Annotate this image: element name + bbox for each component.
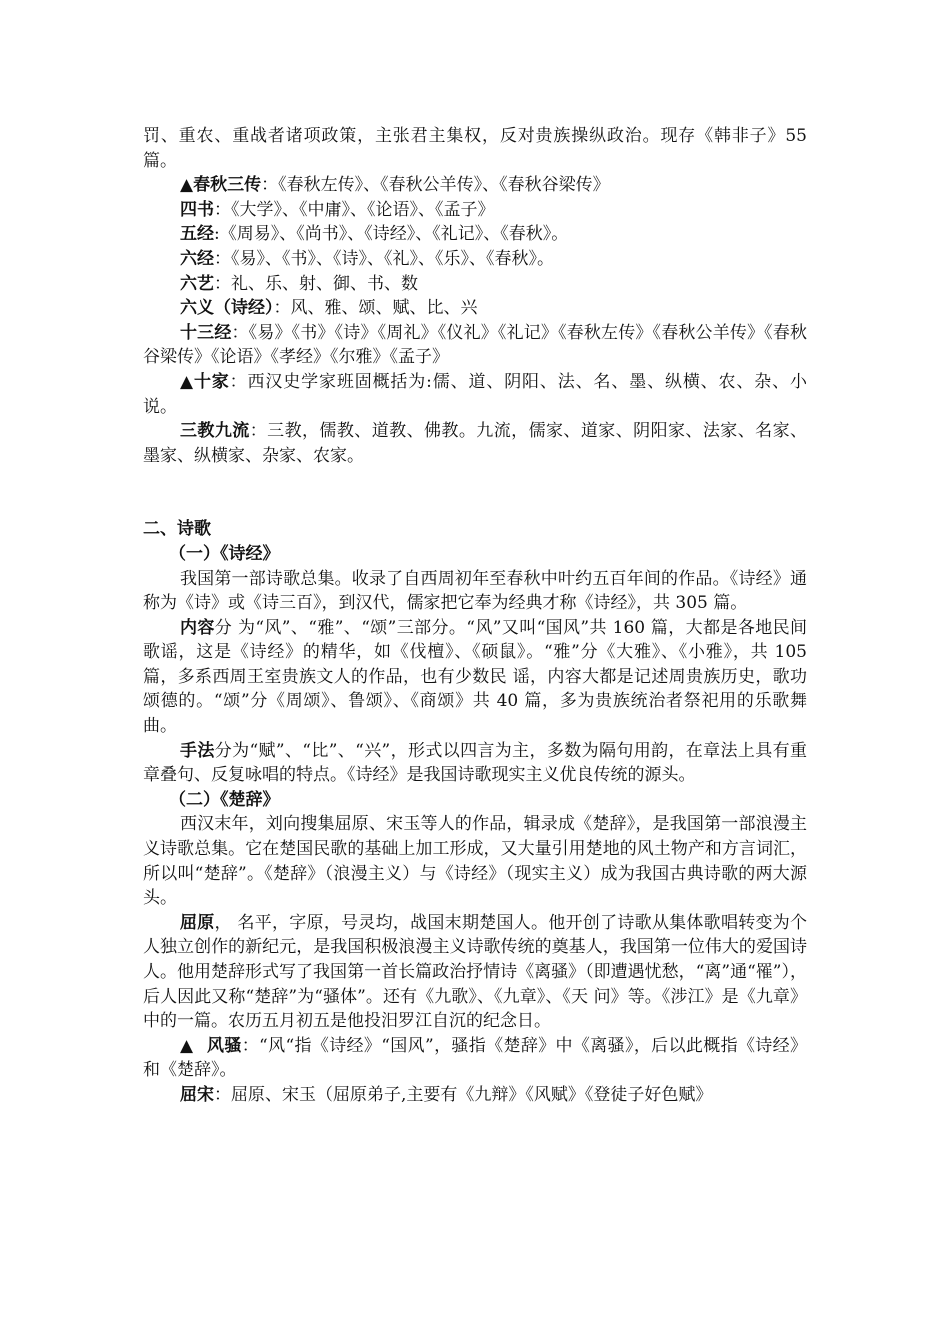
term-mark: ▲ xyxy=(180,371,194,392)
term-text: ：三教，儒教、道教、佛教。九流，儒家、道家、阴阳家、法家、名家、墨家、纵横家、杂家、农家。 xyxy=(143,421,808,466)
term-label: 十家 xyxy=(193,371,230,392)
section-title: 二、诗歌 xyxy=(143,519,211,540)
content-text: 分 为“风”、“雅”、“颂”三部分。“风”又叫“国风”共 160 篇，大都是各地民间歌谣，这是《诗经》的精华，如《伐檀》、《硕鼠》。“雅”分《大雅》、《小雅》，共 105 篇，多系西周王室贵族文人的作品，也有少数民 谣，内容大都是记述周贵族历史，歌功颂德的。“颂”分《周颂》、鲁颂》、《商颂》共 40 篇，多为贵族统治者祭祀用的乐歌舞曲。 xyxy=(143,617,807,737)
method-text: 分为“赋”、“比”、“兴”，形式以四言为主，多数为隔句用韵，在章法上具有重章叠句、反复咏唱的特点。《诗经》是我国诗歌现实主义优良传统的源头。 xyxy=(143,740,807,786)
term-label: 六艺 xyxy=(180,273,214,294)
term-shisanjing xyxy=(143,321,807,370)
fengsao-text: ：“风“指《诗经》“国风”，骚指《楚辞》中《离骚》，后以此概指《诗经》和《楚辞》。 xyxy=(143,1035,808,1081)
term-label: 春秋三传 xyxy=(193,175,262,196)
qusong-text: ：屈原、宋玉（屈原弟子,主要有《九辩》《风赋》《登徒子好色赋》 xyxy=(214,1084,713,1105)
term-text: ：《易》、《书》、《诗》、《礼》、《乐》、《春秋》。 xyxy=(214,248,554,269)
term-text: :《周易》、《尚书》、《诗经》、《礼记》、《春秋》。 xyxy=(214,224,569,245)
term-text: ：风、雅、颂、赋、比、兴 xyxy=(273,298,478,319)
term-sishu xyxy=(143,198,807,223)
term-chunqiu-sanzhuan xyxy=(143,173,807,198)
shijing-heading: （一）《诗经》 xyxy=(169,543,280,564)
term-sanjiao-jiuliu xyxy=(143,419,807,468)
triangle-icon: ▲ xyxy=(180,1035,194,1056)
term-text: ：西汉史学家班固概括为:儒、道、阴阳、法、名、墨、纵横、农、杂、小说。 xyxy=(143,371,807,417)
quyuan-label: 屈原 xyxy=(180,912,215,933)
chuci-heading: （二）《楚辞》 xyxy=(169,789,280,810)
fengsao-label: 风骚 xyxy=(206,1035,242,1056)
term-liujing xyxy=(143,247,807,272)
term-label: 六经 xyxy=(180,248,214,269)
term-label: 十三经 xyxy=(180,322,232,343)
document-page xyxy=(143,124,807,1108)
qusong-label: 屈宋 xyxy=(180,1084,214,1105)
qusong-paragraph xyxy=(143,1083,807,1108)
fengsao-paragraph xyxy=(143,1034,807,1083)
content-label: 内容 xyxy=(180,617,215,638)
chuci-intro: 西汉末年，刘向搜集屈原、宋玉等人的作品，辑录成《楚辞》，是我国第一部浪漫主义诗歌总集。它在楚国民歌的基础上加工形成，又大量引用楚地的风土物产和方言词汇，所以叫“楚辞”。《楚辞》（浪漫主义）与《诗经》（现实主义）成为我国古典诗歌的两大源头。 xyxy=(143,814,807,909)
term-label: 三教九流 xyxy=(180,421,250,442)
quyuan-paragraph xyxy=(143,911,807,1034)
intro-paragraph: 罚、重农、重战者诸项政策，主张君主集权，反对贵族操纵政治。现存《韩非子》55 篇。 xyxy=(143,126,807,171)
term-liuyi-arts xyxy=(143,272,807,297)
term-label: 六义（诗经） xyxy=(180,298,274,319)
shijing-intro: 我国第一部诗歌总集。收录了自西周初年至春秋中叶约五百年间的作品。《诗经》通称为《诗》或《诗三百》，到汉代，儒家把它奉为经典才称《诗经》，共 305 篇。 xyxy=(143,568,807,614)
quyuan-text: ， 名平，字原，号灵均，战国末期楚国人。他开创了诗歌从集体歌唱转变为个人独立创作的新纪元，是我国积极浪漫主义诗歌传统的奠基人，我国第一位伟大的爱国诗 人。他用楚辞形式写了我国第一首长篇政治抒情诗《离骚》（即遭遇忧愁，“离”通“罹”），后人因此又称“楚辞”为“骚体”。还有《九歌》、《九章》、《天 问》等。《涉江》是《九章》中的一篇。农历五月初五是他投汨罗江自沉的纪念日。 xyxy=(143,912,808,1032)
method-label: 手法 xyxy=(180,740,215,761)
section-gap xyxy=(143,468,807,517)
term-shijia xyxy=(143,370,807,419)
term-text: ：《大学》、《中庸》、《论语》、《孟子》 xyxy=(214,199,495,220)
term-text: ：《春秋左传》、《春秋公羊传》、《春秋谷梁传》 xyxy=(261,175,610,196)
term-label: 五经 xyxy=(180,224,214,245)
shijing-method xyxy=(143,739,807,788)
term-label: 四书 xyxy=(180,199,214,220)
term-liuyi-shijing xyxy=(143,296,807,321)
shijing-content xyxy=(143,616,807,739)
term-text: ：《易》《书》《诗》《周礼》《仪礼》《礼记》《春秋左传》《春秋公羊传》《春秋谷梁传》《论语》《孝经》《尔雅》《孟子》 xyxy=(143,322,808,368)
term-mark: ▲ xyxy=(180,175,194,196)
term-text: ：礼、乐、射、御、书、数 xyxy=(214,273,418,294)
term-wujing xyxy=(143,222,807,247)
